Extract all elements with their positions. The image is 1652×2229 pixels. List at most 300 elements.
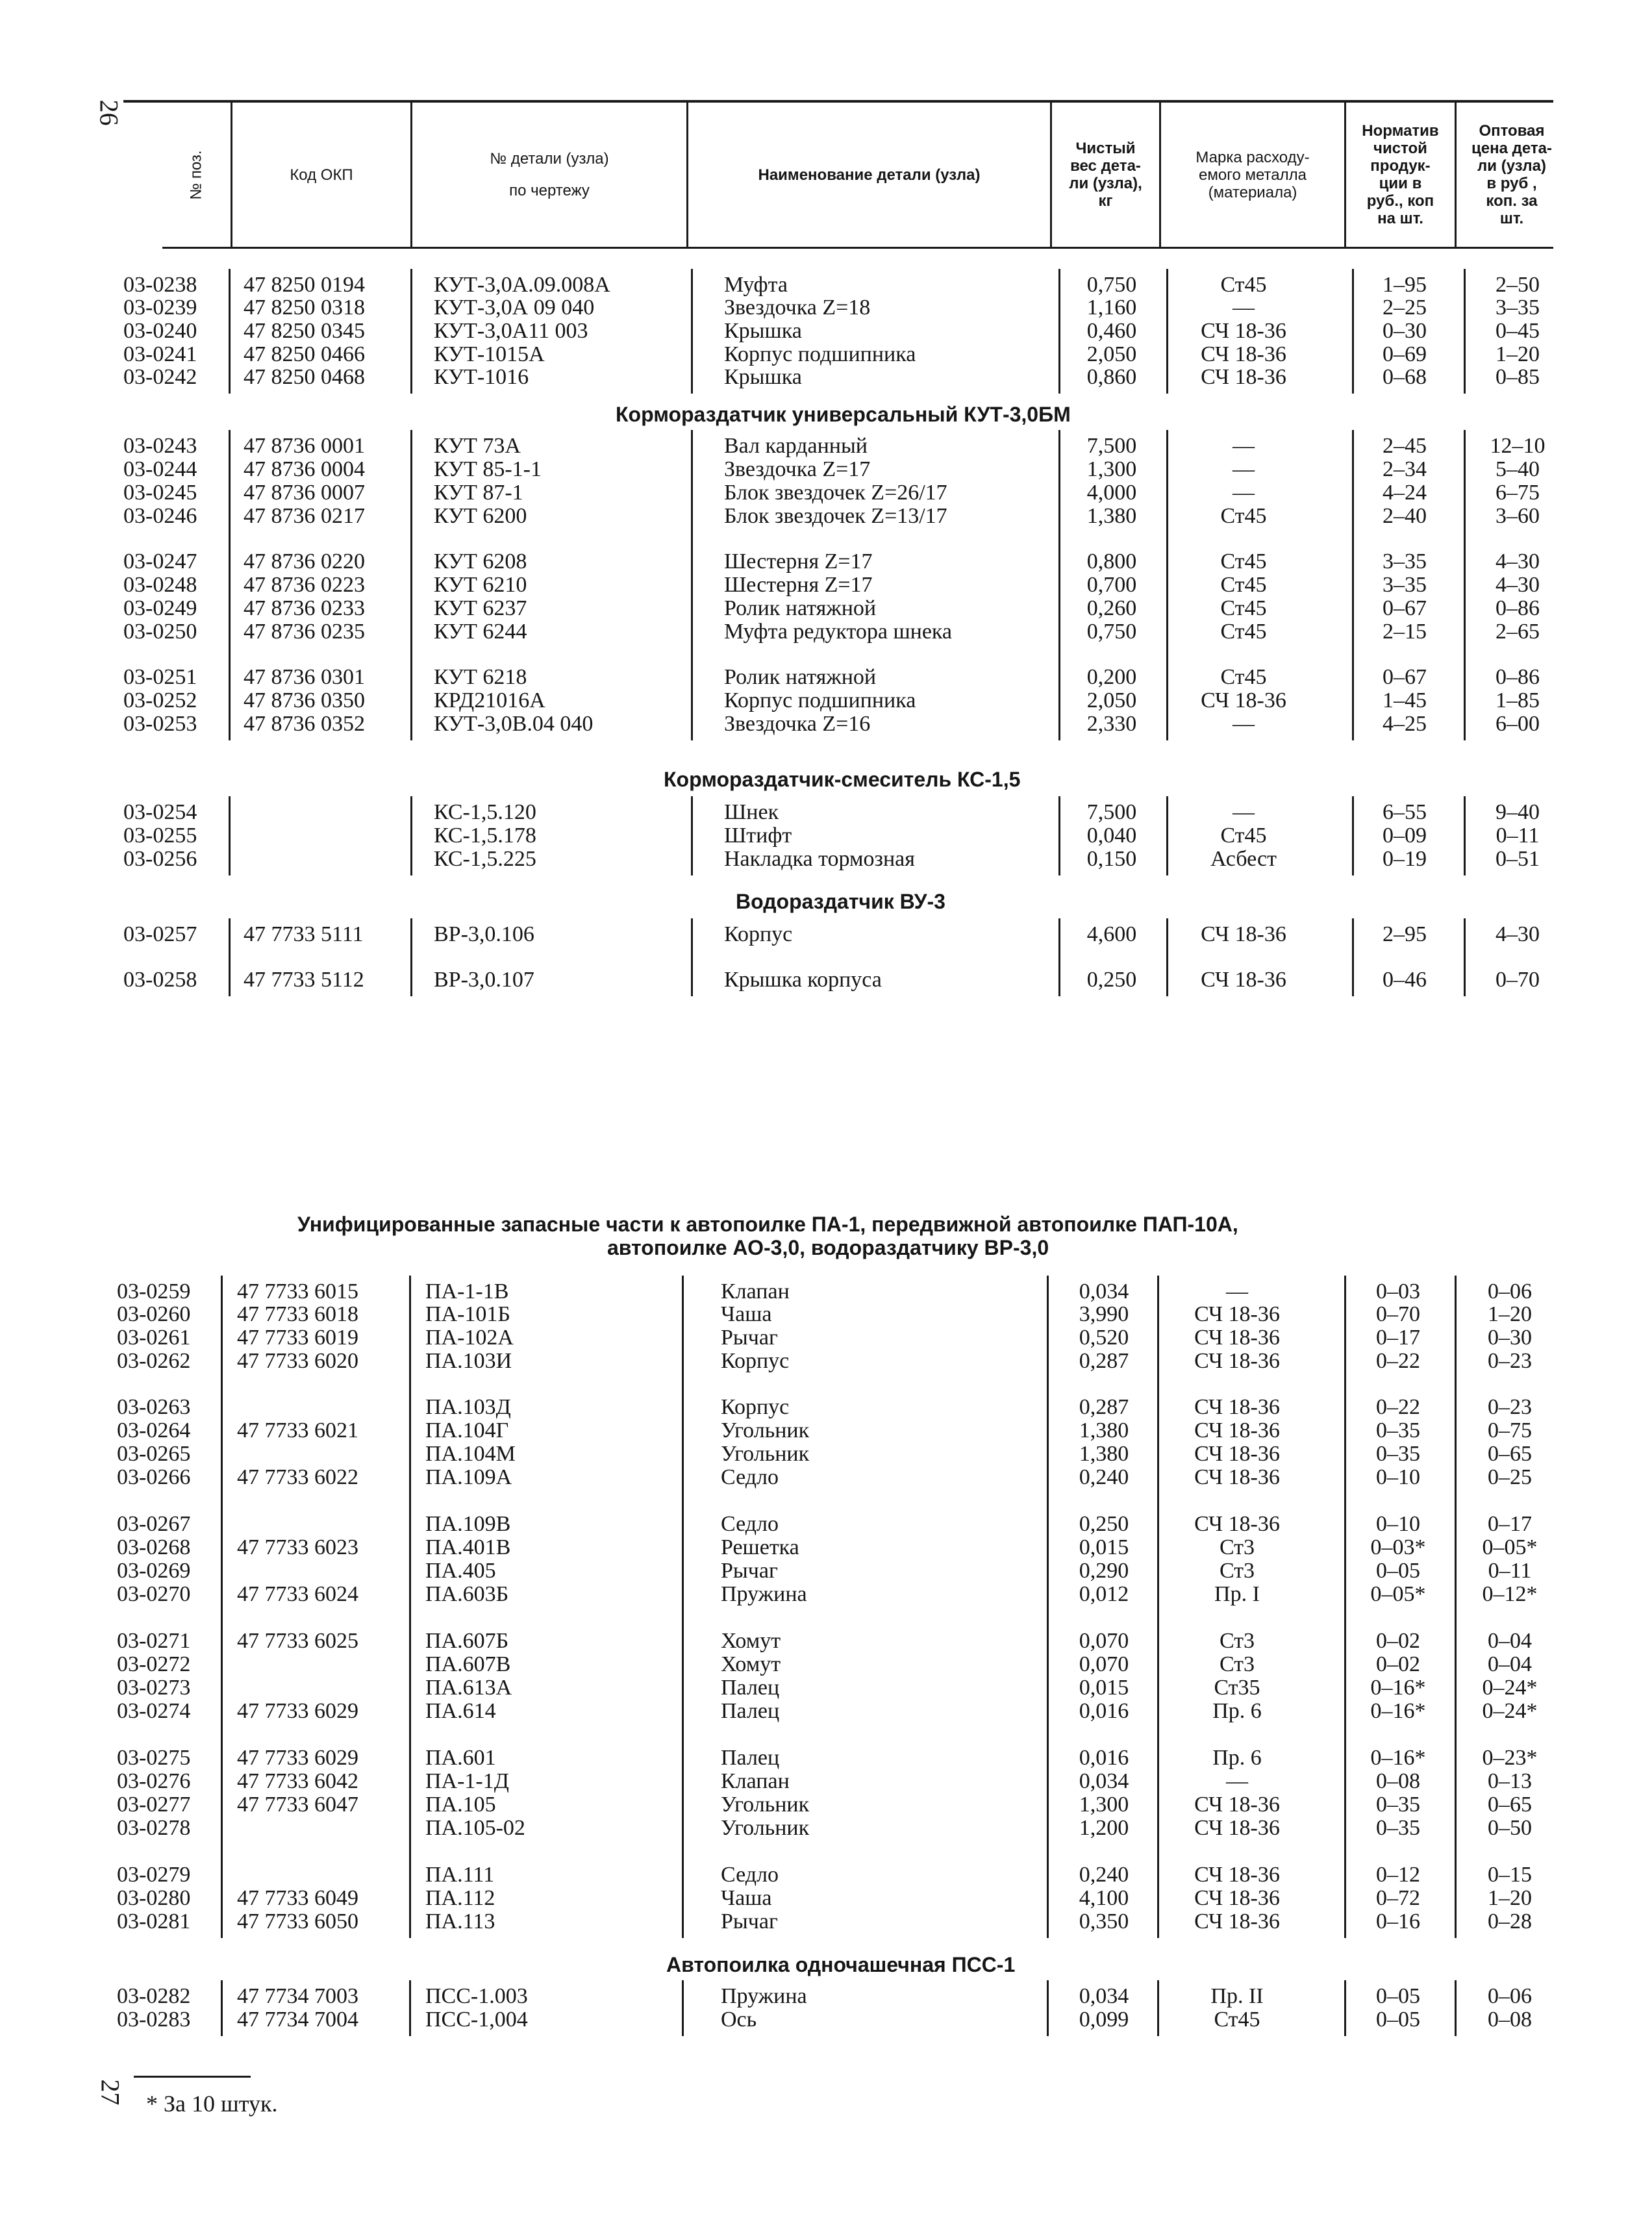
row-part-name: Муфта [724, 273, 788, 297]
row-price: 12–10 [1490, 434, 1546, 458]
row-material: Ст45 [1220, 620, 1267, 644]
column-rule-name [691, 918, 693, 996]
row-weight: 0,070 [1079, 1652, 1129, 1676]
row-price: 0–04 [1488, 1652, 1532, 1676]
row-part-name: Вал карданный [724, 434, 868, 458]
row-drawing-number: ПА.614 [425, 1699, 496, 1723]
row-price: 0–65 [1488, 1793, 1532, 1817]
row-drawing-number: КУТ-3,0А.09.008А [434, 273, 610, 297]
row-weight: 2,330 [1086, 712, 1137, 736]
row-material: — [1226, 1279, 1248, 1303]
row-okp-code: 47 8736 0223 [244, 573, 365, 597]
row-price: 2–50 [1496, 273, 1540, 297]
row-okp-code: 47 7733 6029 [237, 1699, 358, 1723]
row-weight: 0,240 [1079, 1863, 1129, 1887]
row-price: 0–17 [1488, 1512, 1532, 1536]
row-pos: 03-0266 [117, 1465, 191, 1489]
column-rule-norm [1344, 1276, 1346, 1938]
column-rule-name [691, 269, 693, 394]
row-okp-code: 47 8250 0345 [244, 319, 365, 343]
row-pos: 03-0272 [117, 1652, 191, 1676]
row-price: 0–12* [1482, 1582, 1538, 1606]
column-rule-mat [1157, 1980, 1159, 2036]
row-price: 0–11 [1488, 1559, 1532, 1583]
row-weight: 2,050 [1086, 688, 1137, 712]
row-part-name: Шестерня Z=17 [724, 573, 873, 597]
row-material: Пр. I [1214, 1582, 1260, 1606]
row-drawing-number: КС-1,5.120 [434, 800, 536, 824]
row-price: 1–20 [1488, 1886, 1532, 1910]
row-norm: 4–24 [1383, 481, 1427, 505]
row-weight: 0,750 [1086, 620, 1137, 644]
row-okp-code: 47 8736 0350 [244, 688, 365, 712]
row-part-name: Ролик натяжной [724, 596, 877, 620]
row-drawing-number: КС-1,5.178 [434, 824, 536, 848]
row-okp-code: 47 7733 6018 [237, 1302, 358, 1326]
row-norm: 0–46 [1383, 968, 1427, 992]
row-norm: 0–70 [1376, 1302, 1420, 1326]
row-okp-code: 47 7734 7003 [237, 1984, 358, 2008]
row-part-name: Звездочка Z=17 [724, 457, 871, 481]
row-part-name: Пружина [721, 1984, 807, 2008]
row-okp-code: 47 8250 0466 [244, 342, 365, 366]
row-pos: 03-0241 [123, 342, 197, 366]
row-drawing-number: ПА.109В [425, 1512, 511, 1536]
column-rule-name [682, 1980, 684, 2036]
row-weight: 1,300 [1079, 1793, 1129, 1817]
row-weight: 0,750 [1086, 273, 1137, 297]
row-part-name: Корпус [721, 1395, 790, 1419]
row-pos: 03-0281 [117, 1909, 191, 1933]
row-material: СЧ 18-36 [1194, 1886, 1280, 1910]
row-price: 4–30 [1496, 922, 1540, 946]
column-rule-mat [1166, 796, 1168, 875]
row-drawing-number: ПА.613А [425, 1676, 512, 1700]
row-weight: 3,990 [1079, 1302, 1129, 1326]
row-pos: 03-0282 [117, 1984, 191, 2008]
row-pos: 03-0239 [123, 296, 197, 320]
row-norm: 2–15 [1383, 620, 1427, 644]
row-weight: 0,350 [1079, 1909, 1129, 1933]
row-weight: 0,250 [1086, 968, 1137, 992]
row-drawing-number: ПА.112 [425, 1886, 495, 1910]
row-weight: 7,500 [1086, 434, 1137, 458]
row-drawing-number: ВР-3,0.107 [434, 968, 534, 992]
row-okp-code: 47 8736 0001 [244, 434, 365, 458]
row-weight: 0,250 [1079, 1512, 1129, 1536]
row-price: 1–85 [1496, 688, 1540, 712]
row-weight: 1,200 [1079, 1816, 1129, 1840]
row-material: Ст45 [1214, 2008, 1260, 2032]
row-norm: 0–19 [1383, 847, 1427, 871]
row-material: Ст35 [1214, 1676, 1260, 1700]
row-okp-code: 47 7733 6022 [237, 1465, 358, 1489]
column-rule-price [1455, 1980, 1457, 2036]
row-part-name: Блок звездочек Z=13/17 [724, 504, 947, 528]
row-pos: 03-0242 [123, 365, 197, 389]
column-rule-norm [1352, 430, 1354, 740]
row-material: — [1233, 712, 1255, 736]
row-norm: 0–05* [1370, 1582, 1426, 1606]
row-okp-code: 47 7733 6047 [237, 1793, 358, 1817]
row-material: Ст45 [1220, 504, 1267, 528]
row-pos: 03-0259 [117, 1279, 191, 1303]
row-price: 0–23 [1488, 1349, 1532, 1373]
row-material: СЧ 18-36 [1201, 365, 1286, 389]
row-part-name: Шнек [724, 800, 779, 824]
row-norm: 0–16 [1376, 1909, 1420, 1933]
row-norm: 0–72 [1376, 1886, 1420, 1910]
row-part-name: Седло [721, 1863, 779, 1887]
row-weight: 0,700 [1086, 573, 1137, 597]
row-drawing-number: ПА.103И [425, 1349, 512, 1373]
row-part-name: Решетка [721, 1535, 799, 1559]
row-part-name: Угольник [721, 1418, 810, 1442]
row-price: 5–40 [1496, 457, 1540, 481]
column-rule-wt [1047, 1980, 1049, 2036]
row-part-name: Звездочка Z=18 [724, 296, 871, 320]
row-weight: 0,290 [1079, 1559, 1129, 1583]
row-pos: 03-0265 [117, 1442, 191, 1466]
row-material: СЧ 18-36 [1194, 1512, 1280, 1536]
row-pos: 03-0250 [123, 620, 197, 644]
footnote-rule [134, 2076, 251, 2078]
section-title: Унифицированные запасные части к автопоилке ПА-1, передвижной автопоилке ПАП-10А, [297, 1213, 1238, 1236]
row-price: 1–20 [1496, 342, 1540, 366]
column-rule-okp [221, 1980, 223, 2036]
row-material: СЧ 18-36 [1194, 1442, 1280, 1466]
row-part-name: Хомут [721, 1629, 781, 1653]
row-material: Ст45 [1220, 273, 1267, 297]
row-price: 9–40 [1496, 800, 1540, 824]
header-weight: Чистый вес дета- ли (узла), кг [1052, 103, 1161, 247]
row-weight: 0,016 [1079, 1746, 1129, 1770]
row-material: — [1233, 800, 1255, 824]
row-norm: 0–22 [1376, 1395, 1420, 1419]
row-weight: 0,520 [1079, 1326, 1129, 1350]
row-norm: 0–17 [1376, 1326, 1420, 1350]
row-drawing-number: ПА.405 [425, 1559, 496, 1583]
row-weight: 0,070 [1079, 1629, 1129, 1653]
row-okp-code: 47 8250 0468 [244, 365, 365, 389]
row-price: 0–86 [1496, 596, 1540, 620]
row-pos: 03-0274 [117, 1699, 191, 1723]
column-rule-wt [1058, 430, 1060, 740]
row-material: — [1233, 457, 1255, 481]
row-price: 0–86 [1496, 665, 1540, 689]
row-norm: 2–25 [1383, 296, 1427, 320]
row-norm: 0–09 [1383, 824, 1427, 848]
column-rule-okp [229, 430, 231, 740]
row-pos: 03-0244 [123, 457, 197, 481]
row-pos: 03-0255 [123, 824, 197, 848]
row-weight: 0,860 [1086, 365, 1137, 389]
row-drawing-number: КУТ 6208 [434, 549, 527, 573]
column-rule-norm [1352, 269, 1354, 394]
row-price: 0–05* [1482, 1535, 1538, 1559]
row-part-name: Чаша [721, 1886, 772, 1910]
row-price: 0–24* [1482, 1699, 1538, 1723]
row-drawing-number: ПА-1-1Д [425, 1769, 509, 1793]
row-norm: 1–95 [1383, 273, 1427, 297]
row-price: 0–25 [1488, 1465, 1532, 1489]
row-pos: 03-0273 [117, 1676, 191, 1700]
row-material: Ст45 [1220, 824, 1267, 848]
header-pos: № поз. [162, 103, 232, 247]
row-price: 0–04 [1488, 1629, 1532, 1653]
row-material: СЧ 18-36 [1201, 319, 1286, 343]
section-title: Автопоилка одночашечная ПСС-1 [666, 1953, 1016, 1976]
row-okp-code: 47 7733 6024 [237, 1582, 358, 1606]
row-drawing-number: ПА.401В [425, 1535, 511, 1559]
row-part-name: Штифт [724, 824, 792, 848]
row-drawing-number: ПА.113 [425, 1909, 495, 1933]
row-pos: 03-0283 [117, 2008, 191, 2032]
column-rule-drw [410, 269, 412, 394]
row-pos: 03-0258 [123, 968, 197, 992]
row-material: СЧ 18-36 [1194, 1816, 1280, 1840]
row-pos: 03-0264 [117, 1418, 191, 1442]
row-weight: 1,300 [1086, 457, 1137, 481]
column-rule-mat [1157, 1276, 1159, 1938]
row-weight: 0,200 [1086, 665, 1137, 689]
header-drawing: № детали (узла) по чертежу [412, 103, 688, 247]
row-norm: 2–95 [1383, 922, 1427, 946]
row-material: — [1233, 481, 1255, 505]
row-norm: 0–22 [1376, 1349, 1420, 1373]
row-part-name: Корпус подшипника [724, 342, 916, 366]
row-drawing-number: ПА.103Д [425, 1395, 511, 1419]
header-norm: Норматив чистой продук- ции в руб., коп на шт. [1346, 103, 1457, 247]
row-pos: 03-0261 [117, 1326, 191, 1350]
row-norm: 0–35 [1376, 1793, 1420, 1817]
row-okp-code: 47 7733 6050 [237, 1909, 358, 1933]
row-material: СЧ 18-36 [1201, 342, 1286, 366]
row-material: Ст45 [1220, 665, 1267, 689]
row-drawing-number: ПА.104М [425, 1442, 516, 1466]
row-material: СЧ 18-36 [1201, 688, 1286, 712]
row-drawing-number: КУТ-3,0А 09 040 [434, 296, 595, 320]
row-material: СЧ 18-36 [1201, 968, 1286, 992]
row-part-name: Рычаг [721, 1909, 778, 1933]
row-okp-code: 47 7733 5111 [244, 922, 364, 946]
column-rule-drw [410, 430, 412, 740]
row-norm: 2–45 [1383, 434, 1427, 458]
row-pos: 03-0254 [123, 800, 197, 824]
row-okp-code: 47 7734 7004 [237, 2008, 358, 2032]
row-material: СЧ 18-36 [1194, 1349, 1280, 1373]
row-price: 0–08 [1488, 2008, 1532, 2032]
row-drawing-number: КРД21016А [434, 688, 545, 712]
row-material: Ст3 [1219, 1652, 1255, 1676]
row-weight: 7,500 [1086, 800, 1137, 824]
column-rule-price [1464, 918, 1466, 996]
row-pos: 03-0269 [117, 1559, 191, 1583]
row-pos: 03-0275 [117, 1746, 191, 1770]
row-weight: 0,150 [1086, 847, 1137, 871]
column-rule-mat [1166, 918, 1168, 996]
row-pos: 03-0240 [123, 319, 197, 343]
row-part-name: Крышка [724, 365, 802, 389]
column-rule-name [691, 796, 693, 875]
row-weight: 0,240 [1079, 1465, 1129, 1489]
row-pos: 03-0252 [123, 688, 197, 712]
row-okp-code: 47 8736 0007 [244, 481, 365, 505]
row-price: 4–30 [1496, 549, 1540, 573]
section-title: Кормораздатчик-смеситель КС-1,5 [664, 768, 1021, 791]
row-pos: 03-0253 [123, 712, 197, 736]
row-norm: 0–35 [1376, 1442, 1420, 1466]
row-weight: 2,050 [1086, 342, 1137, 366]
header-material: Марка расходу- емого металла (материала) [1161, 103, 1346, 247]
row-material: Ст3 [1219, 1535, 1255, 1559]
header-okp: Код ОКП [232, 103, 412, 247]
row-drawing-number: ПА.607В [425, 1652, 511, 1676]
row-price: 0–70 [1496, 968, 1540, 992]
row-drawing-number: ПА.601 [425, 1746, 496, 1770]
row-part-name: Шестерня Z=17 [724, 549, 873, 573]
row-drawing-number: КУТ-3,0В.04 040 [434, 712, 594, 736]
row-norm: 0–67 [1383, 665, 1427, 689]
row-part-name: Хомут [721, 1652, 781, 1676]
column-rule-price [1464, 430, 1466, 740]
row-price: 6–75 [1496, 481, 1540, 505]
row-part-name: Седло [721, 1465, 779, 1489]
row-pos: 03-0267 [117, 1512, 191, 1536]
row-pos: 03-0246 [123, 504, 197, 528]
row-weight: 0,287 [1079, 1349, 1129, 1373]
row-pos: 03-0278 [117, 1816, 191, 1840]
column-rule-wt [1058, 918, 1060, 996]
row-weight: 0,800 [1086, 549, 1137, 573]
row-okp-code: 47 8736 0352 [244, 712, 365, 736]
row-price: 0–45 [1496, 319, 1540, 343]
row-drawing-number: ПА.111 [425, 1863, 495, 1887]
row-price: 1–20 [1488, 1302, 1532, 1326]
column-rule-norm [1352, 918, 1354, 996]
row-part-name: Корпус подшипника [724, 688, 916, 712]
row-norm: 1–45 [1383, 688, 1427, 712]
row-norm: 0–16* [1370, 1676, 1426, 1700]
column-rule-price [1455, 1276, 1457, 1938]
row-pos: 03-0277 [117, 1793, 191, 1817]
row-price: 0–51 [1496, 847, 1540, 871]
row-price: 2–65 [1496, 620, 1540, 644]
row-part-name: Угольник [721, 1793, 810, 1817]
row-part-name: Муфта редуктора шнека [724, 620, 953, 644]
row-part-name: Палец [721, 1746, 780, 1770]
column-rule-wt [1058, 269, 1060, 394]
column-rule-name [682, 1276, 684, 1938]
row-norm: 0–67 [1383, 596, 1427, 620]
row-material: Ст3 [1219, 1629, 1255, 1653]
column-rule-wt [1047, 1276, 1049, 1938]
row-weight: 0,015 [1079, 1535, 1129, 1559]
row-drawing-number: КУТ 6218 [434, 665, 527, 689]
section-title: Водораздатчик ВУ-3 [736, 890, 945, 913]
row-part-name: Ролик натяжной [724, 665, 877, 689]
row-drawing-number: КУТ 87-1 [434, 481, 523, 505]
row-part-name: Чаша [721, 1302, 772, 1326]
row-norm: 3–35 [1383, 549, 1427, 573]
row-price: 0–28 [1488, 1909, 1532, 1933]
row-material: СЧ 18-36 [1201, 922, 1286, 946]
row-price: 3–60 [1496, 504, 1540, 528]
row-price: 0–85 [1496, 365, 1540, 389]
row-weight: 0,016 [1079, 1699, 1129, 1723]
row-norm: 0–02 [1376, 1629, 1420, 1653]
column-rule-price [1464, 269, 1466, 394]
row-okp-code: 47 8250 0194 [244, 273, 365, 297]
row-weight: 0,034 [1079, 1769, 1129, 1793]
row-pos: 03-0262 [117, 1349, 191, 1373]
row-norm: 0–05 [1376, 2008, 1420, 2032]
row-norm: 0–16* [1370, 1746, 1426, 1770]
column-rule-drw [409, 1276, 411, 1938]
row-material: — [1226, 1769, 1248, 1793]
row-drawing-number: КУТ 73А [434, 434, 521, 458]
row-material: СЧ 18-36 [1194, 1793, 1280, 1817]
column-rule-okp [221, 1276, 223, 1938]
column-rule-okp [229, 796, 231, 875]
row-norm: 0–03* [1370, 1535, 1426, 1559]
row-norm: 6–55 [1383, 800, 1427, 824]
row-norm: 0–69 [1383, 342, 1427, 366]
row-part-name: Звездочка Z=16 [724, 712, 871, 736]
row-pos: 03-0260 [117, 1302, 191, 1326]
row-part-name: Ось [721, 2008, 757, 2032]
row-pos: 03-0263 [117, 1395, 191, 1419]
row-okp-code: 47 8736 0233 [244, 596, 365, 620]
row-norm: 2–40 [1383, 504, 1427, 528]
row-pos: 03-0280 [117, 1886, 191, 1910]
row-norm: 0–30 [1383, 319, 1427, 343]
row-material: Ст3 [1219, 1559, 1255, 1583]
row-okp-code: 47 8250 0318 [244, 296, 365, 320]
section-title: Кормораздатчик универсальный КУТ-3,0БМ [616, 403, 1071, 426]
row-okp-code: 47 8736 0220 [244, 549, 365, 573]
row-drawing-number: ПА.607Б [425, 1629, 509, 1653]
row-part-name: Палец [721, 1699, 780, 1723]
section-title-line2: автопоилке АО-3,0, водораздатчику ВР-3,0 [607, 1236, 1049, 1259]
row-drawing-number: КУТ 85-1-1 [434, 457, 542, 481]
row-price: 0–65 [1488, 1442, 1532, 1466]
row-drawing-number: КУТ 6200 [434, 504, 527, 528]
row-drawing-number: КУТ 6210 [434, 573, 527, 597]
row-drawing-number: ПА-102А [425, 1326, 514, 1350]
column-rule-drw [409, 1980, 411, 2036]
row-price: 3–35 [1496, 296, 1540, 320]
row-part-name: Корпус [724, 922, 793, 946]
row-material: СЧ 18-36 [1194, 1909, 1280, 1933]
row-okp-code: 47 8736 0301 [244, 665, 365, 689]
row-drawing-number: КУТ 6237 [434, 596, 527, 620]
row-norm: 0–10 [1376, 1465, 1420, 1489]
row-weight: 0,034 [1079, 1984, 1129, 2008]
row-drawing-number: КУТ-1015А [434, 342, 545, 366]
row-pos: 03-0243 [123, 434, 197, 458]
row-material: — [1233, 434, 1255, 458]
footnote: * За 10 штук. [146, 2091, 278, 2117]
row-okp-code: 47 8736 0217 [244, 504, 365, 528]
row-norm: 0–35 [1376, 1418, 1420, 1442]
row-norm: 4–25 [1383, 712, 1427, 736]
row-material: Пр. 6 [1212, 1699, 1262, 1723]
row-part-name: Блок звездочек Z=26/17 [724, 481, 947, 505]
row-price: 0–30 [1488, 1326, 1532, 1350]
row-part-name: Крышка [724, 319, 802, 343]
row-weight: 0,040 [1086, 824, 1137, 848]
